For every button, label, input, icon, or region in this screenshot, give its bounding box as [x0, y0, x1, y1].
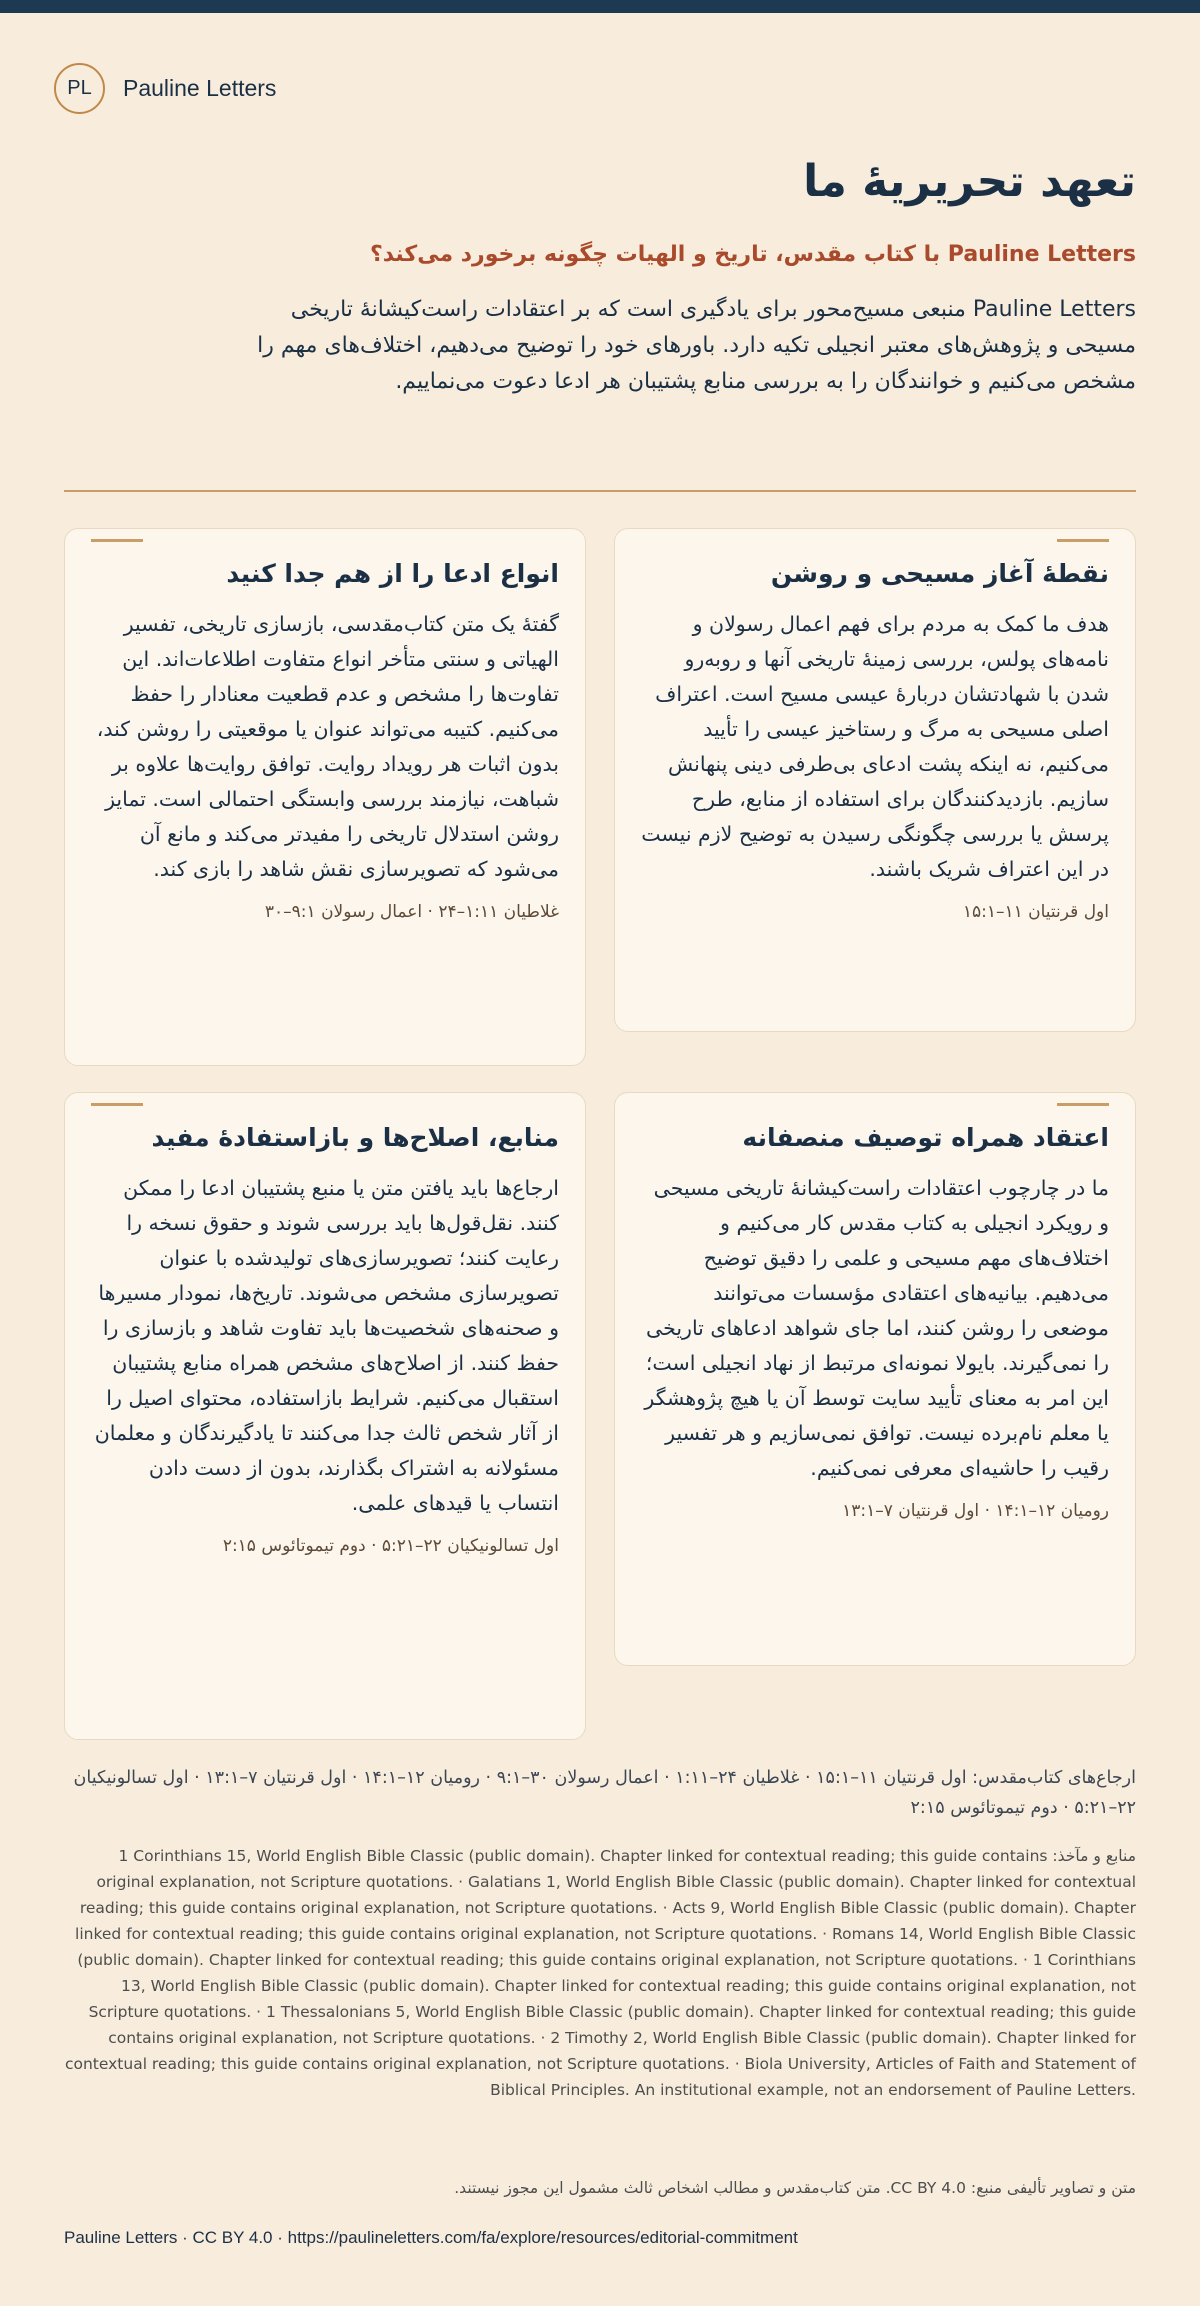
sources-label: منابع و مآخذ: [1052, 1847, 1136, 1865]
top-bar [0, 0, 1200, 13]
brand[interactable] [54, 62, 276, 114]
card-accent-line [91, 539, 143, 542]
card-accent-line [91, 1103, 143, 1106]
card-sources-corrections [64, 1092, 586, 1740]
card-scripture-refs[interactable]: اول قرنتیان ۱۱–۱۵:۱ [962, 902, 1109, 922]
intro-paragraph: Pauline Letters منبعی مسیح‌محور برای یادگیری است که بر اعتقادات راست‌کیشانهٔ تاریخی مسیحی و پژوهش‌های معتبر انجیلی تکیه دارد. باورهای خود را توضیح می‌دهیم، اختلاف‌های مهم را مشخص می‌کنیم و خوانندگان را به بررسی منابع پشتیبان هر ادعا دعوت می‌نماییم. [257, 297, 1136, 394]
card-accent-line [1057, 1103, 1109, 1106]
card-body: ارجاع‌ها باید یافتن متن یا منبع پشتیبان ادعا را ممکن کنند. نقل‌قول‌ها باید بررسی شوند و حقوق نسخه را رعایت کنند؛ تصویرسازی‌های تولیدشده با عنوان تصویرسازی مشخص می‌شوند. تاریخ‌ها، نمودار مسیرها و صحنه‌های شخصیت‌ها باید تفاوت شاهد و بازسازی را حفظ کنند. از اصلاح‌های مشخص همراه منابع پشتیبان استقبال می‌کنیم. شرایط بازاستفاده، محتوای اصیل را از آثار شخص ثالث جدا می‌کنند تا یادگیرندگان و معلمان مسئولانه به اشتراک بگذارند، بدون از دست دادن انتساب یا قیدهای علمی. [94, 1176, 559, 1515]
page-title: تعهد تحریریهٔ ما [803, 156, 1136, 207]
card-claim-types [64, 528, 586, 1066]
card-title: نقطهٔ آغاز مسیحی و روشن [770, 559, 1109, 588]
section-divider [64, 490, 1136, 492]
card-scripture-refs[interactable]: رومیان ۱۲–۱۴:۱ · اول قرنتیان ۷–۱۳:۱ [842, 1501, 1109, 1521]
brand-name: Pauline Letters [123, 74, 277, 101]
page-subtitle: Pauline Letters با کتاب مقدس، تاریخ و الهیات چگونه برخورد می‌کند؟ [369, 242, 1136, 267]
sources-list [64, 1843, 1136, 2103]
card-title: اعتقاد همراه توصیف منصفانه [742, 1123, 1109, 1152]
scripture-references[interactable]: ارجاع‌های کتاب‌مقدس: اول قرنتیان ۱۱–۱۵:۱ · غلاطیان ۲۴–۱:۱۱ · اعمال رسولان ۳۰–۹:۱ · رومیان ۱۲–۱۴:۱ · اول قرنتیان ۷–۱۳:۱ · اول تسالونیکیان ۲۲–۵:۲۱ · دوم تیموتائوس ۲:۱۵ [73, 1768, 1136, 1818]
sources-text[interactable]: 1 Corinthians 15, World English Bible Classic (public domain). Chapter linked for contextual reading; this guide contains original explanation, not Scripture quotations. · Galatians 1, World English Bible Classic (public domain). Chapter linked for contextual reading; this guide contains original explanation, not Scripture quotations. · Acts 9, World English Bible Classic (public domain). Chapter linked for contextual reading; this guide contains original explanation, not Scripture quotations. · Romans 14, World English Bible Classic (public domain). Chapter linked for contextual reading; this guide contains original explanation, not Scripture quotations. · 1 Corinthians 13, World English Bible Classic (public domain). Chapter linked for contextual reading; this guide contains original explanation, not Scripture quotations. · 1 Thessalonians 5, World English Bible Classic (public domain). Chapter linked for contextual reading; this guide contains original explanation, not Scripture quotations. · 2 Timothy 2, World English Bible Classic (public domain). Chapter linked for contextual reading; this guide contains original explanation, not Scripture quotations. · Biola University, Articles of Faith and Statement of Biblical Principles. An institutional example, not an endorsement of Pauline Letters. [64, 1847, 1136, 2099]
brand-logo: PL [54, 63, 105, 114]
footer[interactable]: Pauline Letters · CC BY 4.0 · https://paulineletters.com/fa/explore/resources/editorial-commitment [64, 2228, 798, 2247]
card-title: انواع ادعا را از هم جدا کنید [226, 559, 559, 588]
card-scripture-refs[interactable]: غلاطیان ۱:۱۱–۲۴ · اعمال رسولان ۹:۱–۳۰ [264, 902, 559, 922]
card-scripture-refs[interactable]: اول تسالونیکیان ۲۲–۵:۲۱ · دوم تیموتائوس ۲:۱۵ [222, 1536, 559, 1556]
card-fair-description [614, 1092, 1136, 1666]
card-body: هدف ما کمک به مردم برای فهم اعمال رسولان و نامه‌های پولس، بررسی زمینهٔ تاریخی آنها و روبه‌رو شدن با شهادتشان دربارهٔ عیسی مسیح است. اعتراف اصلی مسیحی به مرگ و رستاخیز عیسی را تأیید می‌کنیم، نه اینکه پشت ادعای بی‌طرفی دینی پنهانش سازیم. بازدیدکنندگان برای استفاده از منابع، طرح پرسش یا بررسی چگونگی رسیدن به توضیح لازم نیست در این اعتراف شریک باشند. [641, 612, 1109, 881]
card-title: منابع، اصلاح‌ها و بازاستفادهٔ مفید [151, 1123, 559, 1152]
card-body: گفتهٔ یک متن کتاب‌مقدسی، بازسازی تاریخی، تفسیر الهیاتی و سنتی متأخر انواع متفاوت اطلاعات‌اند. این تفاوت‌ها را مشخص و عدم قطعیت معنادار را حفظ می‌کنیم. کتیبه می‌تواند عنوان یا موقعیتی را روشن کند، بدون اثبات هر رویداد روایت. توافق روایت‌ها علاوه بر شباهت، نیازمند بررسی وابستگی احتمالی است. تمایز روشن استدلال تاریخی را مفیدتر می‌کند و مانع آن می‌شود که تصویرسازی نقش شاهد را بازی کند. [96, 612, 559, 881]
card-accent-line [1057, 539, 1109, 542]
license-note: متن و تصاویر تألیفی منبع: CC BY 4.0. متن کتاب‌مقدس و مطالب اشخاص ثالث مشمول این مجوز نیستند. [454, 2179, 1136, 2197]
card-body: ما در چارچوب اعتقادات راست‌کیشانهٔ تاریخی مسیحی و رویکرد انجیلی به کتاب مقدس کار می‌کنیم و اختلاف‌های مهم مسیحی و علمی را دقیق توضیح می‌دهیم. بیانیه‌های اعتقادی مؤسسات می‌توانند موضعی را روشن کنند، اما جای شواهد ادعاهای تاریخی را نمی‌گیرند. بایولا نمونه‌ای مرتبط از نهاد انجیلی است؛ این امر به معنای تأیید سایت توسط آن یا هیچ پژوهشگر یا معلم نام‌برده نیست. توافق نمی‌سازیم و هر تفسیر رقیب را حاشیه‌ای معرفی نمی‌کنیم. [644, 1176, 1109, 1480]
hero [216, 150, 1136, 400]
card-christian-starting-point [614, 528, 1136, 1032]
